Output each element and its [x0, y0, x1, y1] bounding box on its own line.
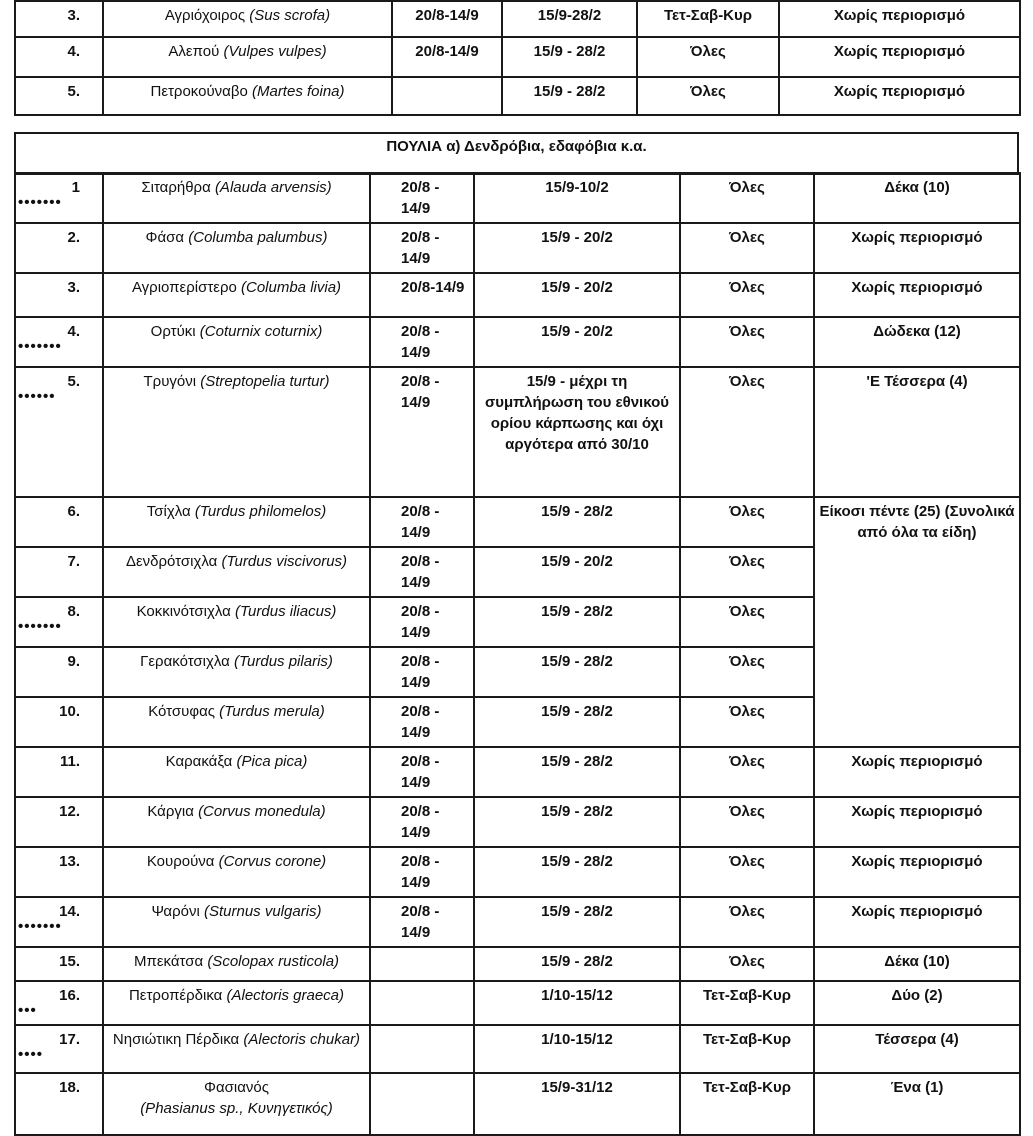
row-marker: ••••: [18, 1046, 44, 1063]
early-season-cell: [370, 697, 474, 747]
limit-cell: [814, 497, 1020, 747]
limit-cell: [814, 747, 1020, 797]
species-cell: [103, 547, 370, 597]
early-season-text: 20/8 - 14/9: [401, 803, 440, 841]
table-row: [15, 367, 1020, 497]
section-heading: ΠΟΥΛΙΑ α) Δενδρόβια, εδαφόβια κ.α.: [15, 133, 1018, 174]
row-number: [15, 597, 103, 647]
season-cell: [474, 1073, 680, 1135]
limit-cell: [814, 947, 1020, 981]
days-cell: [680, 597, 814, 647]
days-text: Όλες: [690, 83, 726, 100]
table-row: [15, 797, 1020, 847]
limit-cell: [814, 897, 1020, 947]
early-season-cell: [370, 981, 474, 1025]
days-cell: [680, 367, 814, 497]
row-number: [15, 77, 103, 115]
days-cell: [680, 317, 814, 367]
species-name: Ψαρόνι: [151, 903, 204, 920]
limit-text: Δέκα (10): [884, 179, 950, 196]
row-number-text: 18.: [59, 1079, 80, 1096]
season-cell: [474, 547, 680, 597]
limit-text: Χωρίς περιορισμό: [851, 803, 983, 820]
species-cell: [103, 1073, 370, 1135]
species-latin: (Corvus monedula): [198, 803, 326, 820]
limit-text: Χωρίς περιορισμό: [851, 903, 983, 920]
table-row: [15, 1073, 1020, 1135]
season-cell: [474, 273, 680, 317]
early-season-text: 20/8 - 14/9: [401, 903, 440, 941]
row-number-text: 11.: [59, 753, 80, 770]
species-name: Αγριόχοιρος: [164, 7, 250, 24]
early-season-text: 20/8-14/9: [415, 43, 479, 60]
species-cell: [103, 37, 392, 77]
species-cell: [103, 317, 370, 367]
season-text: 15/9 - 28/2: [541, 853, 613, 870]
early-season-cell: [370, 273, 474, 317]
days-cell: [680, 547, 814, 597]
days-text: Όλες: [729, 753, 765, 770]
row-number-text: 15.: [59, 953, 80, 970]
days-text: Όλες: [729, 703, 765, 720]
row-number-text: 16.: [59, 987, 80, 1004]
season-cell: [474, 367, 680, 497]
row-number: [15, 747, 103, 797]
season-cell: [474, 317, 680, 367]
season-text: 15/9 - 20/2: [541, 229, 613, 246]
row-number: [15, 223, 103, 273]
limit-text: Χωρίς περιορισμό: [851, 753, 983, 770]
table-row: [15, 497, 1020, 547]
season-text: 15/9 - 28/2: [541, 953, 613, 970]
row-number: [15, 697, 103, 747]
row-number: [15, 847, 103, 897]
row-number-text: 3.: [67, 279, 80, 296]
table-row: [15, 947, 1020, 981]
early-season-cell: [370, 797, 474, 847]
species-name: Νησιώτικη Πέρδικα: [112, 1031, 244, 1048]
row-number-text: 14.: [59, 903, 80, 920]
early-season-text: 20/8 - 14/9: [401, 503, 440, 541]
species-name: Σιταρήθρα: [141, 179, 215, 196]
days-text: Όλες: [729, 279, 765, 296]
table-row: [15, 897, 1020, 947]
species-name: Καρακάξα: [165, 753, 237, 770]
species-latin: (Scolopax rusticola): [207, 953, 340, 970]
season-text: 15/9-28/2: [537, 7, 602, 24]
species-latin: (Martes foina): [251, 83, 345, 100]
days-cell: [680, 947, 814, 981]
species-cell: [103, 77, 392, 115]
early-season-cell: [370, 497, 474, 547]
days-text: Όλες: [729, 903, 765, 920]
season-text: 15/9-10/2: [545, 179, 609, 196]
row-number-text: 5.: [67, 373, 80, 390]
mammals-table: [14, 0, 1021, 116]
days-cell: [637, 37, 779, 77]
row-number: [15, 797, 103, 847]
season-text: 15/9 - 28/2: [541, 503, 613, 520]
limit-text: Ένα (1): [890, 1079, 944, 1096]
species-name: Κουρούνα: [146, 853, 219, 870]
species-name: Τσίχλα: [146, 503, 195, 520]
days-cell: [680, 897, 814, 947]
early-season-text: 20/8 - 14/9: [401, 553, 440, 591]
days-cell: [680, 747, 814, 797]
days-text: Όλες: [729, 373, 765, 390]
limit-cell: [779, 77, 1020, 115]
early-season-cell: [392, 1, 502, 37]
species-cell: [103, 1025, 370, 1073]
species-cell: [103, 897, 370, 947]
row-number-text: 9.: [67, 653, 80, 670]
row-number: [15, 1025, 103, 1073]
species-cell: [103, 647, 370, 697]
days-cell: [637, 77, 779, 115]
limit-text: Χωρίς περιορισμό: [833, 43, 966, 60]
species-latin: (Alauda arvensis): [214, 179, 332, 196]
row-number-text: 4.: [67, 323, 80, 340]
species-cell: [103, 697, 370, 747]
days-text: Όλες: [729, 803, 765, 820]
species-latin: (Vulpes vulpes): [223, 43, 327, 60]
row-marker: •••••••: [18, 194, 62, 211]
row-number-text: 17.: [59, 1031, 80, 1048]
limit-cell: [814, 797, 1020, 847]
species-name: Αλεπού: [168, 43, 224, 60]
limit-cell: [779, 1, 1020, 37]
season-cell: [474, 223, 680, 273]
limit-text: Χωρίς περιορισμό: [833, 7, 966, 24]
season-text: 1/10-15/12: [541, 1031, 613, 1048]
season-text: 15/9 - 28/2: [533, 83, 606, 100]
row-number: [15, 647, 103, 697]
days-cell: [680, 497, 814, 547]
table-row: [15, 1, 1020, 37]
early-season-text: 20/8 - 14/9: [401, 373, 440, 411]
season-cell: [502, 1, 637, 37]
row-number-text: 7.: [67, 553, 80, 570]
table-row: [15, 223, 1020, 273]
early-season-text: 20/8 - 14/9: [401, 653, 440, 691]
row-marker: •••••••: [18, 918, 62, 935]
row-number-text: 2.: [67, 229, 80, 246]
species-cell: [103, 273, 370, 317]
season-text: 15/9 - 28/2: [541, 903, 613, 920]
season-text: 15/9 - 28/2: [533, 43, 606, 60]
limit-cell: [814, 367, 1020, 497]
early-season-text: 20/8-14/9: [415, 7, 479, 24]
season-cell: [474, 597, 680, 647]
row-marker: ••••••: [18, 388, 56, 405]
early-season-cell: [370, 223, 474, 273]
days-cell: [680, 981, 814, 1025]
row-number-text: 3.: [67, 7, 80, 24]
row-number: [15, 317, 103, 367]
limit-cell: [814, 273, 1020, 317]
species-latin: (Columba livia): [241, 279, 342, 296]
season-text: 15/9 - 20/2: [541, 323, 613, 340]
limit-text: Χωρίς περιορισμό: [851, 853, 983, 870]
table-row: [15, 273, 1020, 317]
row-number: [15, 897, 103, 947]
species-cell: [103, 597, 370, 647]
season-cell: [502, 77, 637, 115]
species-cell: [103, 797, 370, 847]
days-cell: [680, 797, 814, 847]
species-latin: (Corvus corone): [218, 853, 327, 870]
row-number: [15, 1073, 103, 1135]
season-cell: [474, 173, 680, 223]
limit-cell: [814, 173, 1020, 223]
row-number-text: 10.: [59, 703, 80, 720]
season-cell: [474, 1025, 680, 1073]
species-name: Μπεκάτσα: [133, 953, 208, 970]
days-text: Όλες: [729, 179, 765, 196]
species-latin: (Turdus viscivorus): [221, 553, 348, 570]
early-season-text: 20/8 - 14/9: [401, 323, 440, 361]
limit-text: Χωρίς περιορισμό: [851, 279, 983, 296]
early-season-cell: [370, 173, 474, 223]
species-name: Τρυγόνι: [143, 373, 201, 390]
days-cell: [680, 1073, 814, 1135]
season-text: 15/9 - 28/2: [541, 753, 613, 770]
species-latin: (Pica pica): [236, 753, 308, 770]
table-row: [15, 173, 1020, 223]
table-row: [15, 747, 1020, 797]
table-row: [15, 847, 1020, 897]
early-season-cell: [370, 747, 474, 797]
season-text: 15/9 - 20/2: [541, 553, 613, 570]
days-cell: [680, 223, 814, 273]
season-cell: [474, 797, 680, 847]
limit-text: Δέκα (10): [884, 953, 950, 970]
row-number: [15, 273, 103, 317]
limit-cell: [814, 847, 1020, 897]
row-number-text: 1: [71, 179, 80, 196]
days-text: Τετ-Σαβ-Κυρ: [663, 7, 753, 24]
species-cell: [103, 223, 370, 273]
birds-table: [14, 172, 1021, 1136]
days-text: Όλες: [729, 653, 765, 670]
early-season-cell: [370, 547, 474, 597]
days-text: Όλες: [729, 853, 765, 870]
early-season-cell: [392, 37, 502, 77]
row-number: [15, 173, 103, 223]
early-season-text: 20/8 - 14/9: [401, 229, 440, 267]
species-name: Κότσυφας: [148, 703, 220, 720]
days-text: Τετ-Σαβ-Κυρ: [702, 1031, 792, 1048]
days-text: Όλες: [729, 953, 765, 970]
species-latin: (Columba palumbus): [188, 229, 328, 246]
species-latin: (Alectoris graeca): [226, 987, 345, 1004]
limit-cell: [814, 981, 1020, 1025]
row-number: [15, 367, 103, 497]
early-season-cell: [370, 647, 474, 697]
section-heading-table: [14, 132, 1019, 175]
days-text: Τετ-Σαβ-Κυρ: [702, 987, 792, 1004]
species-cell: [103, 173, 370, 223]
species-latin: (Phasianus sp., Κυνηγετικός): [140, 1100, 333, 1117]
table-row: [15, 77, 1020, 115]
species-cell: [103, 747, 370, 797]
season-text: 15/9 - 28/2: [541, 803, 613, 820]
days-cell: [680, 173, 814, 223]
season-cell: [474, 981, 680, 1025]
species-cell: [103, 947, 370, 981]
table-row: [15, 37, 1020, 77]
early-season-text: 20/8 - 14/9: [401, 853, 440, 891]
limit-text: 'Ε Τέσσερα (4): [866, 373, 968, 390]
days-cell: [680, 273, 814, 317]
row-number: [15, 37, 103, 77]
row-number: [15, 947, 103, 981]
season-cell: [502, 37, 637, 77]
species-name: Φασιανός: [204, 1079, 269, 1096]
limit-cell: [814, 223, 1020, 273]
days-text: Όλες: [729, 503, 765, 520]
row-number-text: 13.: [59, 853, 80, 870]
species-cell: [103, 1, 392, 37]
season-cell: [474, 497, 680, 547]
early-season-text: 20/8-14/9: [401, 279, 465, 296]
days-cell: [680, 847, 814, 897]
early-season-cell: [370, 1025, 474, 1073]
early-season-text: 20/8 - 14/9: [401, 703, 440, 741]
row-number-text: 5.: [67, 83, 80, 100]
table-row: [15, 981, 1020, 1025]
early-season-cell: [370, 317, 474, 367]
row-number: [15, 1, 103, 37]
species-name: Πετροπέρδικα: [128, 987, 227, 1004]
limit-text: Δώδεκα (12): [873, 323, 961, 340]
species-latin: (Coturnix coturnix): [199, 323, 323, 340]
species-latin: (Streptopelia turtur): [200, 373, 330, 390]
limit-text: Τέσσερα (4): [875, 1031, 959, 1048]
row-number: [15, 981, 103, 1025]
row-number-text: 12.: [59, 803, 80, 820]
species-name: Ορτύκι: [150, 323, 200, 340]
species-name: Φάσα: [145, 229, 189, 246]
days-text: Όλες: [729, 323, 765, 340]
early-season-cell: [370, 947, 474, 981]
limit-cell: [814, 317, 1020, 367]
species-name: Δενδρότσιχλα: [125, 553, 222, 570]
limit-text: Χωρίς περιορισμό: [833, 83, 966, 100]
season-text: 1/10-15/12: [541, 987, 613, 1004]
limit-text: Δύο (2): [891, 987, 943, 1004]
species-latin: (Turdus iliacus): [235, 603, 337, 620]
row-number-text: 6.: [67, 503, 80, 520]
limit-text: Χωρίς περιορισμό: [851, 229, 983, 246]
species-latin: (Turdus philomelos): [194, 503, 327, 520]
early-season-cell: [370, 367, 474, 497]
species-name: Πετροκούναβο: [150, 83, 252, 100]
days-text: Όλες: [729, 553, 765, 570]
species-latin: (Alectoris chukar): [243, 1031, 361, 1048]
row-number: [15, 497, 103, 547]
season-text: 15/9 - 20/2: [541, 279, 613, 296]
table-row: [15, 1025, 1020, 1073]
days-text: Τετ-Σαβ-Κυρ: [702, 1079, 792, 1096]
species-cell: [103, 497, 370, 547]
season-text: 15/9 - 28/2: [541, 603, 613, 620]
row-marker: •••••••: [18, 338, 62, 355]
season-cell: [474, 847, 680, 897]
season-text: 15/9-31/12: [541, 1079, 613, 1096]
season-cell: [474, 697, 680, 747]
days-text: Όλες: [690, 43, 726, 60]
days-cell: [637, 1, 779, 37]
early-season-cell: [370, 597, 474, 647]
early-season-text: 20/8 - 14/9: [401, 603, 440, 641]
species-name: Κάργια: [147, 803, 199, 820]
species-name: Γερακότσιχλα: [140, 653, 234, 670]
early-season-cell: [370, 847, 474, 897]
season-cell: [474, 897, 680, 947]
row-number-text: 8.: [67, 603, 80, 620]
days-cell: [680, 647, 814, 697]
species-latin: (Sturnus vulgaris): [203, 903, 322, 920]
season-cell: [474, 747, 680, 797]
early-season-cell: [370, 1073, 474, 1135]
species-latin: (Sus scrofa): [249, 7, 331, 24]
limit-cell: [814, 1025, 1020, 1073]
limit-cell: [814, 1073, 1020, 1135]
row-number-text: 4.: [67, 43, 80, 60]
season-text: 15/9 - μέχρι τη συμπλήρωση του εθνικού ορίου κάρπωσης και όχι αργότερα από 30/10: [485, 373, 669, 453]
early-season-text: 20/8 - 14/9: [401, 753, 440, 791]
species-cell: [103, 981, 370, 1025]
species-name: Κοκκινότσιχλα: [136, 603, 235, 620]
early-season-cell: [392, 77, 502, 115]
species-latin: (Turdus pilaris): [233, 653, 333, 670]
days-text: Όλες: [729, 229, 765, 246]
days-text: Όλες: [729, 603, 765, 620]
limit-text: Είκοσι πέντε (25) (Συνολικά από όλα τα είδη): [819, 503, 1015, 541]
early-season-cell: [370, 897, 474, 947]
row-number: [15, 547, 103, 597]
season-cell: [474, 647, 680, 697]
row-marker: •••: [18, 1002, 37, 1019]
species-name: Αγριοπερίστερο: [131, 279, 241, 296]
species-latin: (Turdus merula): [219, 703, 325, 720]
early-season-text: 20/8 - 14/9: [401, 179, 440, 217]
season-text: 15/9 - 28/2: [541, 653, 613, 670]
limit-cell: [779, 37, 1020, 77]
row-marker: •••••••: [18, 618, 62, 635]
species-cell: [103, 367, 370, 497]
table-row: [15, 317, 1020, 367]
days-cell: [680, 1025, 814, 1073]
days-cell: [680, 697, 814, 747]
season-cell: [474, 947, 680, 981]
season-text: 15/9 - 28/2: [541, 703, 613, 720]
species-cell: [103, 847, 370, 897]
